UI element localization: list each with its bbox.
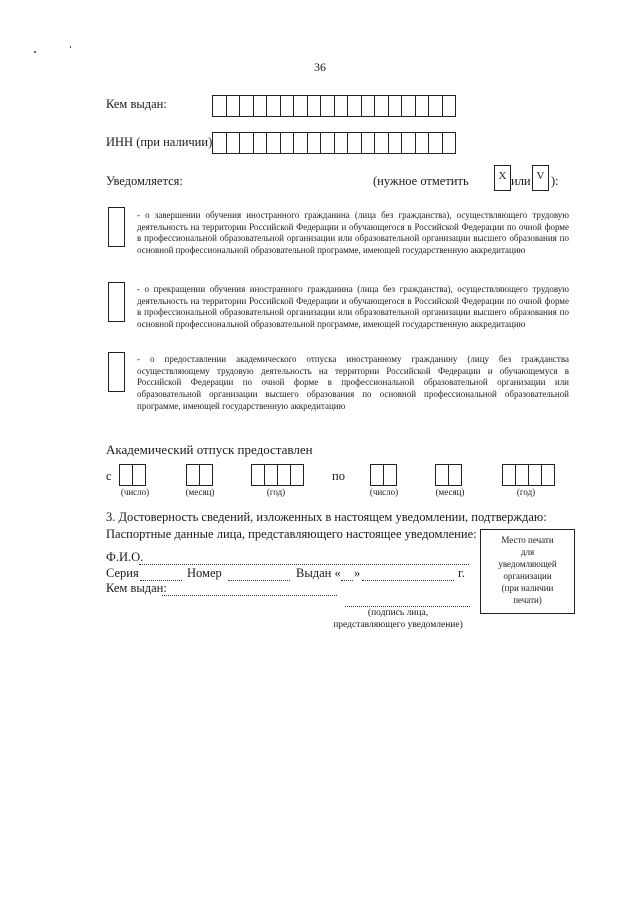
input-cell[interactable] bbox=[266, 95, 281, 117]
input-cell[interactable] bbox=[428, 95, 443, 117]
input-cell[interactable] bbox=[239, 132, 254, 154]
signature-field[interactable] bbox=[345, 605, 470, 607]
leave-from-month-cells[interactable] bbox=[186, 464, 212, 486]
scan-speck bbox=[34, 51, 36, 53]
notify-label: Уведомляется: bbox=[106, 174, 183, 188]
passport-data-heading: Паспортные данные лица, представляющего настоящее уведомление: bbox=[106, 527, 477, 541]
notify-hint-prefix: (нужное отметить bbox=[373, 174, 469, 188]
input-cell[interactable] bbox=[212, 132, 227, 154]
input-cell[interactable] bbox=[442, 132, 457, 154]
input-cell[interactable] bbox=[239, 95, 254, 117]
leave-to-label: по bbox=[332, 469, 345, 483]
notify-hint-or: или bbox=[511, 174, 531, 188]
input-cell[interactable] bbox=[253, 95, 268, 117]
option-termination-text: - о прекращении обучения иностранного гражданина (лица без гражданства), осуществляющего трудовую деятельность на территории Российской Федерации и обучающегося в Российской Федерации по очной форме в профессиональной образовательной организации или образовательной организации высшего образования по основной профессиональной образовательной программе, имеющей государственную аккредитацию bbox=[137, 284, 569, 330]
leave-to-year-cells[interactable] bbox=[502, 464, 554, 486]
stamp-text-line: Место печати bbox=[501, 535, 554, 545]
input-cell[interactable] bbox=[388, 95, 403, 117]
input-cell[interactable] bbox=[334, 132, 349, 154]
notify-hint-suffix: ): bbox=[551, 174, 559, 188]
leave-from-month-caption: (месяц) bbox=[185, 487, 215, 497]
issued-date-quote: » bbox=[354, 566, 361, 580]
option-completion-text: - о завершении обучения иностранного гражданина (лица без гражданства), осуществляющего трудовую деятельность на территории Российской Федерации и обучающегося в Российской Федерации по очной форме в профессиональной образовательной организации или образовательной организации высшего образования по основной профессиональной образовательной программе, имеющей государственную аккредитацию bbox=[137, 210, 569, 256]
input-cell[interactable] bbox=[226, 95, 241, 117]
input-cell[interactable] bbox=[212, 95, 227, 117]
leave-from-year-caption: (год) bbox=[266, 487, 286, 497]
example-x-checkbox: Х bbox=[494, 165, 511, 191]
leave-to-month-caption: (месяц) bbox=[435, 487, 465, 497]
issued-by-bottom-label: Кем выдан: bbox=[106, 581, 167, 595]
input-cell[interactable] bbox=[293, 95, 308, 117]
stamp-text-line: организации bbox=[503, 571, 552, 581]
input-cell[interactable] bbox=[293, 132, 308, 154]
input-cell[interactable] bbox=[415, 95, 430, 117]
input-cell[interactable] bbox=[442, 95, 457, 117]
inn-label: ИНН (при наличии) bbox=[106, 135, 213, 149]
inn-cells[interactable] bbox=[212, 132, 455, 154]
leave-from-year-cells[interactable] bbox=[251, 464, 303, 486]
number-field[interactable] bbox=[228, 579, 290, 581]
input-cell[interactable] bbox=[347, 132, 362, 154]
input-cell[interactable] bbox=[361, 95, 376, 117]
stamp-area bbox=[480, 529, 575, 614]
leave-to-month-cells[interactable] bbox=[435, 464, 461, 486]
leave-to-day-caption: (число) bbox=[369, 487, 399, 497]
input-cell[interactable] bbox=[361, 132, 376, 154]
example-v-checkbox: V bbox=[532, 165, 549, 191]
stamp-text-line: для bbox=[520, 547, 535, 557]
input-cell[interactable] bbox=[347, 95, 362, 117]
issued-by-cells[interactable] bbox=[212, 95, 455, 117]
issued-by-field[interactable] bbox=[162, 594, 337, 596]
input-cell[interactable] bbox=[334, 95, 349, 117]
input-cell[interactable] bbox=[280, 132, 295, 154]
input-cell[interactable] bbox=[226, 132, 241, 154]
leave-from-day-cells[interactable] bbox=[119, 464, 145, 486]
issued-by-label: Кем выдан: bbox=[106, 97, 167, 111]
fio-label: Ф.И.О. bbox=[106, 550, 144, 564]
leave-from-label: с bbox=[106, 469, 112, 483]
issued-day-field[interactable] bbox=[341, 579, 353, 581]
input-cell[interactable] bbox=[401, 132, 416, 154]
input-cell[interactable] bbox=[307, 132, 322, 154]
signature-caption-2: представляющего уведомление) bbox=[333, 620, 463, 630]
input-cell[interactable] bbox=[415, 132, 430, 154]
stamp-text-line: уведомляющей bbox=[498, 559, 557, 569]
leave-from-day-caption: (число) bbox=[120, 487, 150, 497]
confirm-statement: 3. Достоверность сведений, изложенных в настоящем уведомлении, подтверждаю: bbox=[106, 510, 547, 524]
input-cell[interactable] bbox=[374, 95, 389, 117]
termination-checkbox[interactable] bbox=[108, 282, 125, 322]
option-academic-leave-text: - о предоставлении академического отпуска иностранному гражданину (лицу без гражданства осуществляющему трудовую деятельность на территории Российской Федерации и обучающемуся в Российской Федерации по очной форме в профессиональной образовательной организации или образовательной организации высшего образования по основной профессиональной образовательной программе, имеющей государственную аккредитацию bbox=[137, 354, 569, 411]
number-label: Номер bbox=[187, 566, 222, 580]
input-cell[interactable] bbox=[266, 132, 281, 154]
scan-speck bbox=[70, 46, 71, 48]
input-cell[interactable] bbox=[374, 132, 389, 154]
input-cell[interactable] bbox=[401, 95, 416, 117]
fio-field[interactable] bbox=[139, 563, 469, 565]
signature-caption-1: (подпись лица, bbox=[367, 608, 429, 618]
issued-date-label: Выдан « bbox=[296, 566, 341, 580]
academic-leave-heading: Академический отпуск предоставлен bbox=[106, 442, 313, 457]
stamp-text-line: (при наличии bbox=[501, 583, 554, 593]
input-cell[interactable] bbox=[307, 95, 322, 117]
input-cell[interactable] bbox=[253, 132, 268, 154]
leave-to-day-cells[interactable] bbox=[370, 464, 396, 486]
input-cell[interactable] bbox=[388, 132, 403, 154]
input-cell[interactable] bbox=[280, 95, 295, 117]
stamp-text-line: печати) bbox=[513, 595, 542, 605]
completion-checkbox[interactable] bbox=[108, 207, 125, 247]
series-label: Серия bbox=[106, 566, 139, 580]
leave-to-year-caption: (год) bbox=[516, 487, 536, 497]
input-cell[interactable] bbox=[428, 132, 443, 154]
year-suffix: г. bbox=[458, 566, 465, 580]
page-number: 36 bbox=[314, 60, 326, 74]
input-cell[interactable] bbox=[320, 132, 335, 154]
input-cell[interactable] bbox=[320, 95, 335, 117]
issued-month-year-field[interactable] bbox=[362, 579, 454, 581]
academic-leave-checkbox[interactable] bbox=[108, 352, 125, 392]
